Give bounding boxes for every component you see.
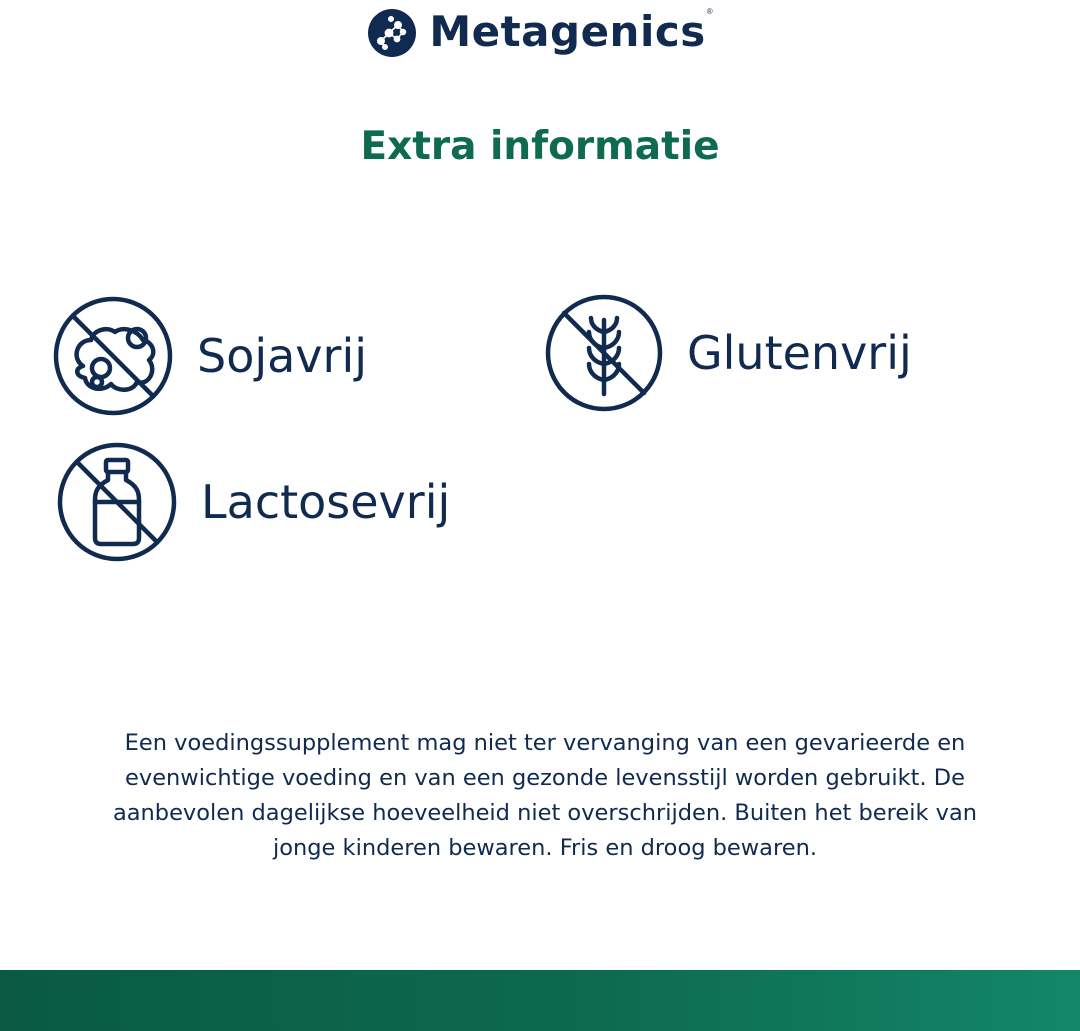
footer-band bbox=[0, 970, 1080, 1031]
gluten-free-icon bbox=[545, 294, 663, 412]
lactose-free-icon bbox=[57, 442, 177, 562]
feature-label-lactose: Lactosevrij bbox=[201, 475, 451, 529]
registered-mark: ® bbox=[706, 6, 713, 16]
disclaimer-text: Een voedingssupplement mag niet ter vervanging van een gevarieerde en evenwichtige voeding en van een gezonde levensstijl worden gebruikt. De aanbevolen dagelijkse hoeveelheid niet overschrijden. Buiten het bereik van jonge kinderen bewaren. Fris en droog bewaren. bbox=[112, 730, 978, 861]
page-title: Extra informatie bbox=[360, 124, 720, 169]
feature-label-gluten: Glutenvrij bbox=[687, 326, 912, 380]
brand-name: Metagenics bbox=[429, 7, 706, 56]
feature-gluten-free bbox=[545, 294, 912, 412]
soy-free-icon bbox=[53, 296, 173, 416]
feature-soy-free bbox=[53, 296, 367, 416]
metagenics-logo-icon bbox=[367, 8, 417, 58]
feature-label-soy: Sojavrij bbox=[197, 329, 368, 383]
brand-logo bbox=[0, 6, 1080, 60]
feature-lactose-free bbox=[57, 442, 450, 562]
